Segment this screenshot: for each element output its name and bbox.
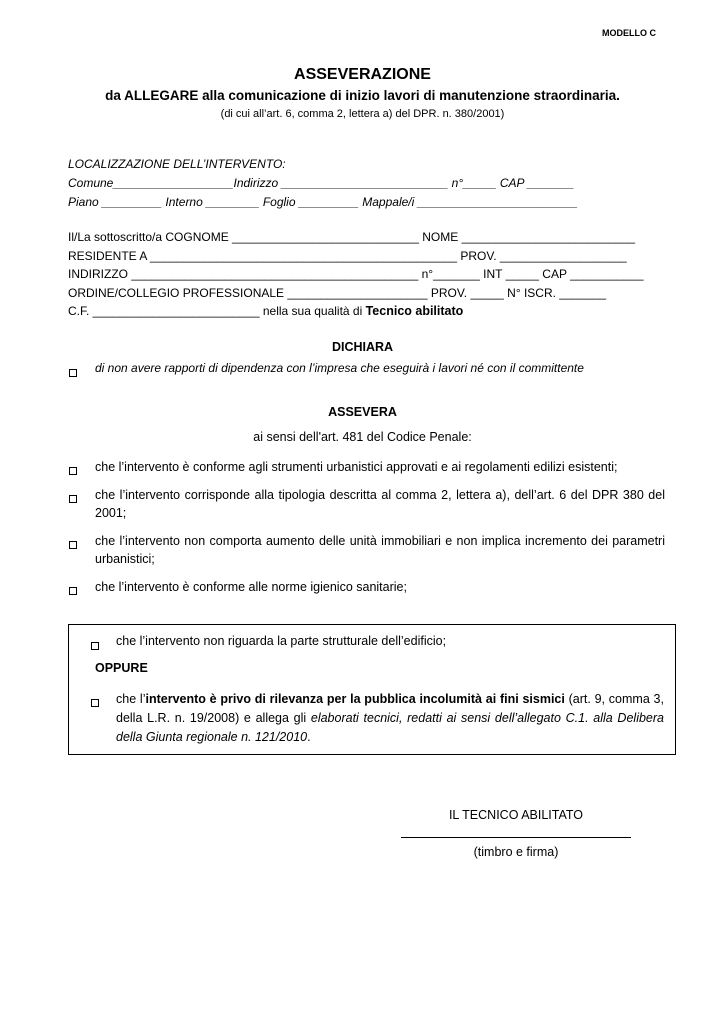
assevera-intro: ai sensi dell'art. 481 del Codice Penale: <box>253 430 472 444</box>
assevera-checkbox-2[interactable] <box>69 490 77 508</box>
box-checkbox-2[interactable] <box>91 694 99 712</box>
dichiara-checkbox[interactable] <box>69 364 77 382</box>
document-title: ASSEVERAZIONE <box>294 66 431 83</box>
legal-reference: (di cui all’art. 6, comma 2, lettera a) del DPR. n. 380/2001) <box>220 108 505 120</box>
checkbox-icon <box>69 369 77 377</box>
box-item-2-bold: intervento è privo di rilevanza per la pubblica incolumità ai fini sismici <box>145 692 565 706</box>
box-item-2 <box>116 690 664 747</box>
technician-address-line[interactable]: INDIRIZZO ___________________________________________ n°_______ INT _____ CAP ___________ <box>68 267 644 281</box>
assevera-heading: ASSEVERA <box>328 405 397 419</box>
checkbox-icon <box>91 699 99 707</box>
checkbox-icon <box>69 541 77 549</box>
dichiara-heading: DICHIARA <box>331 340 394 354</box>
signature-caption: (timbro e firma) <box>473 845 559 859</box>
signature-title: IL TECNICO ABILITATO <box>448 808 584 822</box>
dichiara-item: di non avere rapporti di dipendenza con l’impresa che eseguirà i lavori né con il committente <box>95 361 584 375</box>
checkbox-icon <box>91 642 99 650</box>
box-item-2-italic: elaborati tecnici, redatti ai sensi dell’allegato C.1. alla Delibera della Giunta regionale n. 121/2010 <box>116 711 664 744</box>
assevera-checkbox-3[interactable] <box>69 536 77 554</box>
assevera-item-1: che l’intervento è conforme agli strumenti urbanistici approvati e ai regolamenti edilizi esistenti; <box>95 460 618 474</box>
technician-residence-line[interactable]: RESIDENTE A ______________________________________________ PROV. ___________________ <box>68 249 627 263</box>
signature-line[interactable] <box>401 837 631 838</box>
box-item-2-end: . <box>307 730 311 744</box>
box-item-1: che l’intervento non riguarda la parte strutturale dell’edificio; <box>116 634 447 648</box>
document-subtitle: da ALLEGARE alla comunicazione di inizio lavori di manutenzione straordinaria. <box>105 88 620 103</box>
box-checkbox-1[interactable] <box>91 637 99 655</box>
box-item-2-prefix: che l’ <box>116 692 146 706</box>
tecnico-abilitato-label: Tecnico abilitato <box>365 304 464 318</box>
assevera-checkbox-4[interactable] <box>69 582 77 600</box>
location-line-2[interactable]: Piano _________ Interno ________ Foglio _________ Mappale/i ________________________ <box>68 195 578 209</box>
checkbox-icon <box>69 587 77 595</box>
assevera-checkbox-1[interactable] <box>69 462 77 480</box>
technician-name-line[interactable]: Il/La sottoscritto/a COGNOME ____________________________ NOME __________________________ <box>68 230 636 244</box>
location-heading: LOCALIZZAZIONE DELL’INTERVENTO: <box>68 157 286 171</box>
oppure-label: OPPURE <box>95 661 148 675</box>
technician-cf-line[interactable] <box>68 304 463 318</box>
model-label: MODELLO C <box>602 28 656 38</box>
location-line-1[interactable]: Comune__________________Indirizzo _________________________ n°_____ CAP _______ <box>68 176 575 190</box>
assevera-item-4: che l’intervento è conforme alle norme igienico sanitarie; <box>95 580 407 594</box>
checkbox-icon <box>69 467 77 475</box>
cf-label: C.F. _________________________ nella sua qualità di <box>68 304 366 318</box>
assevera-item-3: che l’intervento non comporta aumento delle unità immobiliari e non implica incremento dei parametri urbanistici; <box>95 534 665 566</box>
checkbox-icon <box>69 495 77 503</box>
technician-order-line[interactable]: ORDINE/COLLEGIO PROFESSIONALE _____________________ PROV. _____ N° ISCR. _______ <box>68 286 607 300</box>
box-item-2-middle: (art. 9, comma 3, della L.R. n. 19/2008) e allega gli <box>116 692 664 725</box>
assevera-item-2: che l’intervento corrisponde alla tipologia descritta al comma 2, lettera a), dell’art. 6 del DPR 380 del 2001; <box>95 488 665 520</box>
